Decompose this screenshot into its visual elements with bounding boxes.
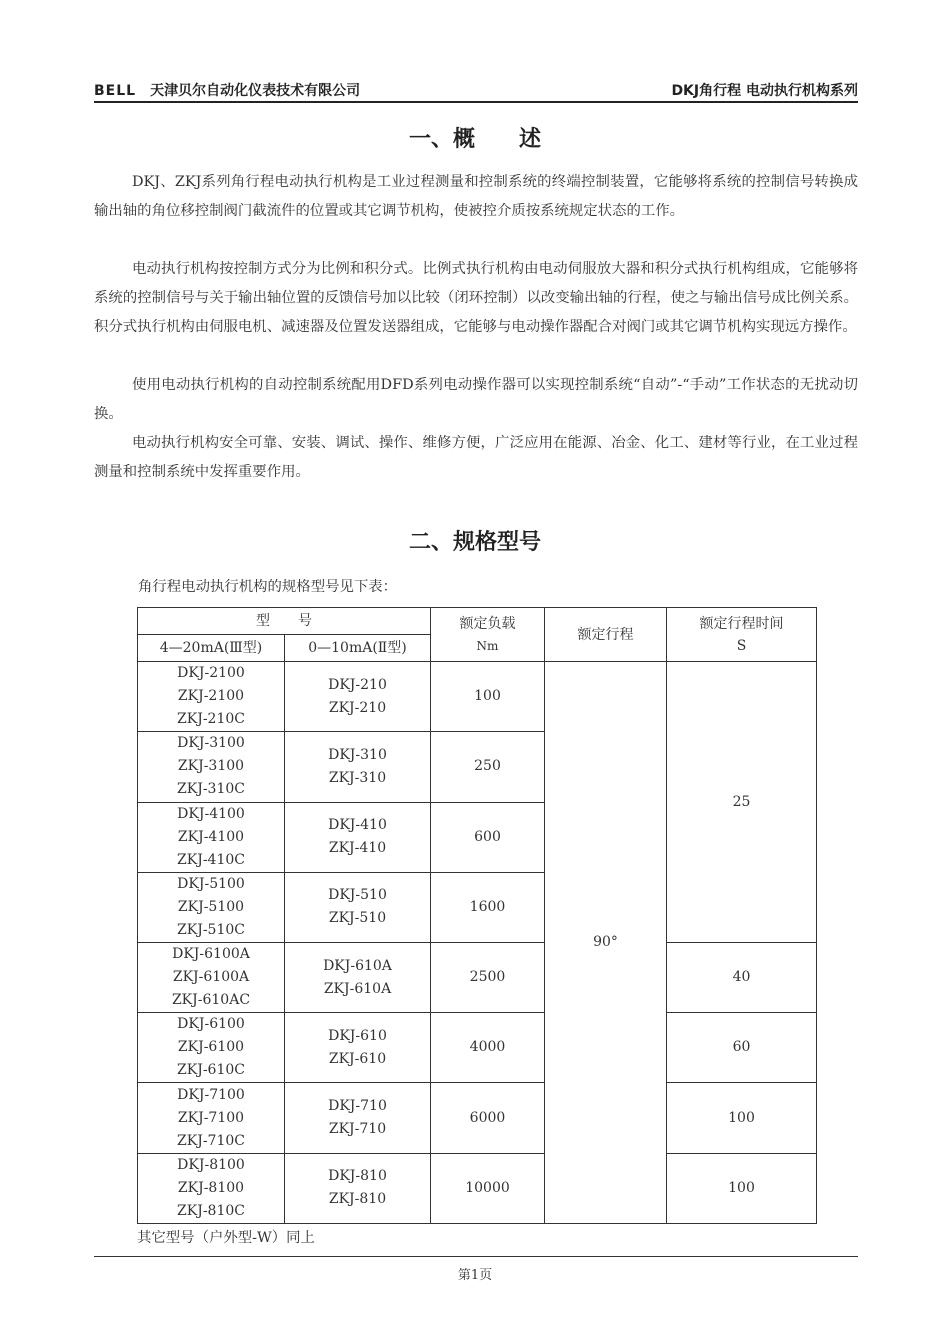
model-dkj-ii: DKJ-610A <box>323 957 392 974</box>
page-header <box>94 77 858 101</box>
time-value: 60 <box>667 1013 817 1083</box>
model-zkj-ii: ZKJ-610A <box>323 980 392 997</box>
load-value: 6000 <box>431 1083 545 1153</box>
table-row <box>138 1153 817 1223</box>
model-dkj: DKJ-7100 <box>177 1086 245 1103</box>
load-value: 10000 <box>431 1153 545 1223</box>
model-dkj-ii: DKJ-210 <box>328 676 387 693</box>
model-zkj: ZKJ-6100 <box>177 1039 245 1056</box>
section2-title: 二、规格型号 <box>408 530 541 555</box>
model-zkj-ii: ZKJ-410 <box>328 840 387 857</box>
paragraph-3: 使用电动执行机构的自动控制系统配用DFD系列电动操作器可以实现控制系统“自动”-“手动”工作状态的无扰动切换。 <box>94 377 858 422</box>
model-4-20-cell <box>138 732 285 802</box>
col-0-10ma: 0—10mA(Ⅱ型) <box>285 635 431 662</box>
model-0-10-cell <box>285 1083 431 1153</box>
model-0-10-cell <box>285 802 431 872</box>
model-4-20-cell <box>138 802 285 872</box>
model-0-10-cell <box>285 1013 431 1083</box>
time-value: 40 <box>667 943 817 1013</box>
stroke-header: 额定行程 <box>545 608 667 662</box>
paragraph-4: 电动执行机构安全可靠、安装、调试、操作、维修方便，广泛应用在能源、冶金、化工、建材等行业，在工业过程测量和控制系统中发挥重要作用。 <box>94 435 858 480</box>
model-zkj: ZKJ-7100 <box>177 1109 245 1126</box>
model-zkj: ZKJ-6100A <box>172 969 250 986</box>
model-dkj-ii: DKJ-610 <box>328 1027 387 1044</box>
model-dkj-ii: DKJ-310 <box>328 746 387 763</box>
model-header: 型 号 <box>138 608 431 635</box>
load-value: 250 <box>431 732 545 802</box>
model-zkj-ii: ZKJ-210 <box>328 699 387 716</box>
section1-title: 一、概 述 <box>408 127 541 152</box>
load-value: 4000 <box>431 1013 545 1083</box>
model-zkj-c: ZKJ-610C <box>177 1062 245 1079</box>
brand-logo-text: BELL <box>94 83 137 99</box>
model-zkj-ii: ZKJ-810 <box>328 1191 387 1208</box>
model-dkj: DKJ-8100 <box>177 1156 245 1173</box>
page-number: 第1页 <box>457 1268 493 1283</box>
load-header: 额定负载 <box>459 615 516 632</box>
model-zkj-ii: ZKJ-610 <box>328 1050 387 1067</box>
time-value: 25 <box>667 662 817 943</box>
model-0-10-cell <box>285 943 431 1013</box>
model-dkj-ii: DKJ-410 <box>328 817 387 834</box>
model-4-20-cell <box>138 943 285 1013</box>
model-zkj-c: ZKJ-410C <box>177 851 245 868</box>
time-value: 100 <box>667 1153 817 1223</box>
table-row <box>138 943 817 1013</box>
stroke-value: 90° <box>545 662 667 1224</box>
model-zkj-c: ZKJ-310C <box>177 781 245 798</box>
model-zkj-c: ZKJ-810C <box>177 1202 245 1219</box>
model-dkj: DKJ-2100 <box>177 665 245 682</box>
model-dkj-ii: DKJ-810 <box>328 1168 387 1185</box>
model-zkj: ZKJ-8100 <box>177 1179 245 1196</box>
load-value: 1600 <box>431 872 545 942</box>
load-unit: Nm <box>476 638 499 653</box>
table-header-row-1 <box>138 608 817 635</box>
model-0-10-cell <box>285 1153 431 1223</box>
load-header-cell <box>431 608 545 662</box>
table-intro: 角行程电动执行机构的规格型号见下表： <box>138 579 398 595</box>
model-zkj-ii: ZKJ-510 <box>328 910 387 927</box>
header-left <box>94 80 360 100</box>
model-4-20-cell <box>138 872 285 942</box>
col-4-20ma: 4—20mA(Ⅲ型) <box>138 635 285 662</box>
time-value: 100 <box>667 1083 817 1153</box>
header-divider <box>94 101 858 103</box>
model-dkj: DKJ-5100 <box>177 875 245 892</box>
model-zkj: ZKJ-3100 <box>177 758 245 775</box>
table-row <box>138 1013 817 1083</box>
model-zkj-ii: ZKJ-310 <box>328 769 387 786</box>
time-header: 额定行程时间 <box>699 615 784 632</box>
model-4-20-cell <box>138 1153 285 1223</box>
model-dkj-ii: DKJ-510 <box>328 887 387 904</box>
model-dkj-ii: DKJ-710 <box>328 1098 387 1115</box>
model-0-10-cell <box>285 662 431 732</box>
series-title: DKJ角行程 电动执行机构系列 <box>671 83 858 99</box>
table-note: 其它型号（户外型-W）同上 <box>137 1230 315 1246</box>
model-zkj-ii: ZKJ-710 <box>328 1121 387 1138</box>
model-0-10-cell <box>285 872 431 942</box>
model-dkj: DKJ-4100 <box>177 805 245 822</box>
load-value: 600 <box>431 802 545 872</box>
model-zkj-c: ZKJ-510C <box>177 921 245 938</box>
model-zkj-c: ZKJ-210C <box>177 711 245 728</box>
model-dkj: DKJ-6100 <box>177 1016 245 1033</box>
model-dkj: DKJ-6100A <box>172 946 250 963</box>
model-4-20-cell <box>138 662 285 732</box>
model-zkj-c: ZKJ-710C <box>177 1132 245 1149</box>
table-row <box>138 1083 817 1153</box>
model-0-10-cell <box>285 732 431 802</box>
company-name: 天津贝尔自动化仪表技术有限公司 <box>150 83 361 99</box>
paragraph-1: DKJ、ZKJ系列角行程电动执行机构是工业过程测量和控制系统的终端控制装置，它能够将系统的控制信号转换成输出轴的角位移控制阀门截流件的位置或其它调节机构，使被控介质按系统规定状态的工作。 <box>94 174 858 219</box>
model-zkj: ZKJ-5100 <box>177 898 245 915</box>
spec-table <box>137 607 817 1224</box>
model-4-20-cell <box>138 1013 285 1083</box>
footer-divider <box>94 1256 858 1257</box>
load-value: 2500 <box>431 943 545 1013</box>
table-row <box>138 662 817 732</box>
model-dkj: DKJ-3100 <box>177 735 245 752</box>
model-4-20-cell <box>138 1083 285 1153</box>
time-unit: S <box>736 637 747 654</box>
paragraph-2: 电动执行机构按控制方式分为比例和积分式。比例式执行机构由电动伺服放大器和积分式执行机构组成，它能够将系统的控制信号与关于输出轴位置的反馈信号加以比较（闭环控制）以改变输出轴的行程，使之与输出信号成比例关系。积分式执行机构由伺服电机、减速器及位置发送器组成，它能够与电动操作器配合对阀门或其它调节机构实现远方操作。 <box>94 261 858 335</box>
model-zkj: ZKJ-2100 <box>177 688 245 705</box>
model-zkj-c: ZKJ-610AC <box>171 992 251 1009</box>
model-zkj: ZKJ-4100 <box>177 828 245 845</box>
time-header-cell <box>667 608 817 662</box>
load-value: 100 <box>431 662 545 732</box>
